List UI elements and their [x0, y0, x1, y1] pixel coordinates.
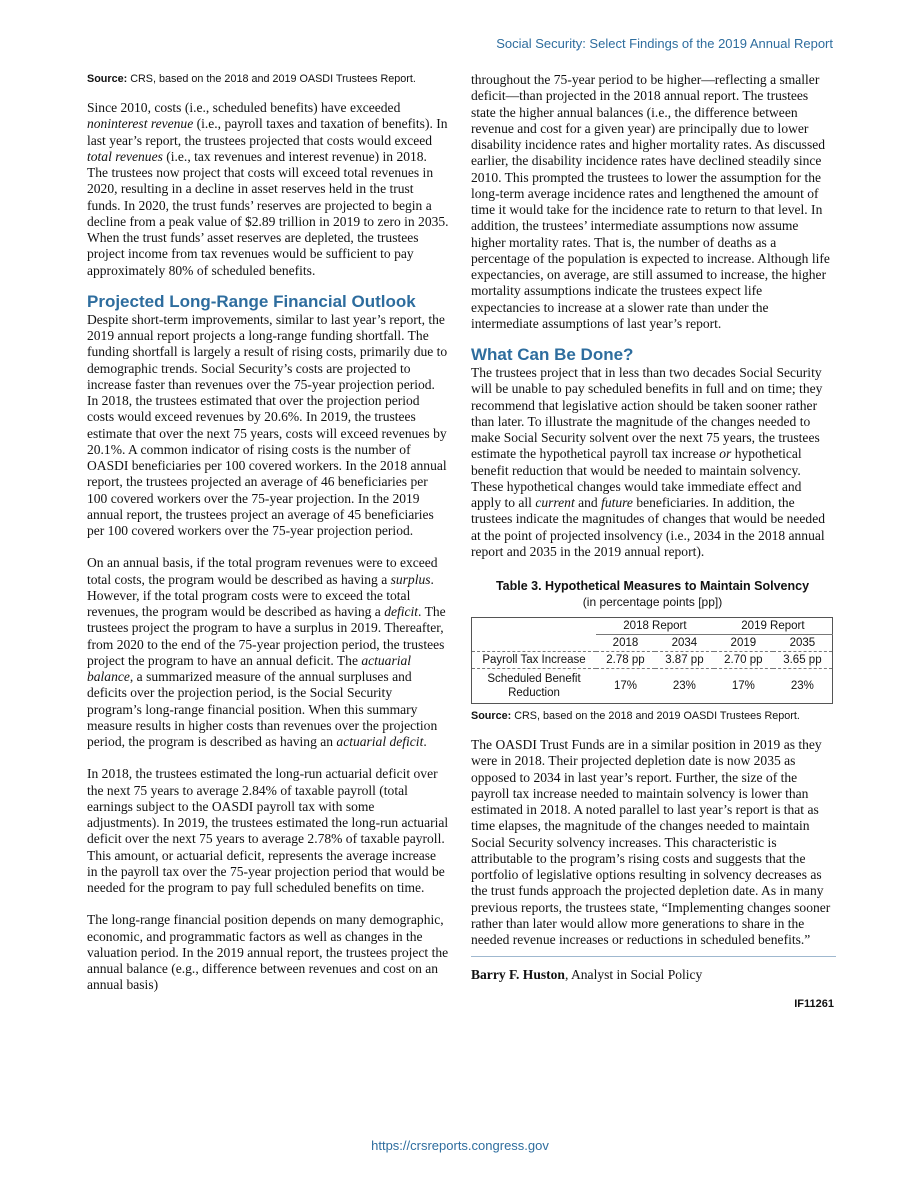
table-row-label: Scheduled Benefit Reduction [487, 673, 581, 699]
left-column [87, 72, 449, 994]
paragraph-revenue [87, 100, 449, 279]
paragraph-long-range: The long-range financial position depends on many demographic, economic, and programmatic factors as well as changes in the valuation period. In the 2019 annual report, the trustees project the annual balance (e.g., difference between revenues and cost on an annual basis) [87, 912, 449, 993]
table-row-label: Payroll Tax Increase [472, 652, 597, 669]
source-label: Source: [471, 710, 512, 722]
italic-term: deficit [384, 604, 419, 619]
table-year-header: 2018 [596, 635, 655, 652]
table-row [472, 652, 833, 669]
solvency-table [471, 617, 833, 704]
italic-term: surplus [390, 571, 431, 587]
table-cell: 2.78 pp [596, 652, 655, 669]
paragraph-actuarial-deficit: In 2018, the trustees estimated the long-run actuarial deficit over the next 75 years to average 2.84% of taxable payroll (total earnings subject to the OASDI payroll tax with some adjustments). In 2019, the trustees estimated the long-run actuarial deficit over the next 75 years to average 2.78% of taxable payroll. This amount, or actuarial deficit, represents the average increase in the payroll tax over the 75-year projection period that would be needed for the program to pay full scheduled benefits on time. [87, 766, 449, 895]
italic-term: actuarial deficit [336, 734, 424, 749]
italic-term: current [535, 495, 575, 510]
author-name: Barry F. Huston [471, 967, 565, 983]
italic-term: noninterest revenue [87, 116, 194, 132]
author-role: , Analyst in Social Policy [564, 967, 703, 983]
table-year-header: 2035 [773, 635, 833, 652]
text-run: hypothetical benefit reduction that would be needed to maintain solvency. These hypothetical changes would take immediate effect and apply to all [471, 446, 802, 510]
table-cell: 23% [672, 680, 696, 692]
table-group-header: 2019 Report [714, 618, 833, 635]
paragraph-annual-balance: throughout the 75-year period to be higher—reflecting a smaller deficit—than projected in the 2018 annual report. The trustees state the higher annual balances (i.e., the difference between revenue and cost for a given year) are principally due to lower disability incidence rates and higher mortality rates. As discussed earlier, the disability incidence rates have declined steadily since 2010. This prompted the trustees to lower the assumption for the long-term average incidence rates and lengthened the amount of time it would take for the incidence rate to return to that level. In addition, the trustees’ intermediate assumptions now assume higher mortality rates. That is, the number of deaths as a percentage of the population is expected to increase. Although life expectancies, on average, are still assumed to increase, the higher mortality assumptions indicate the trustees expect life expectancies to increase at a slower rate than under the intermediate assumptions of last year’s report. [471, 72, 830, 331]
text-run: and [574, 495, 602, 510]
italic-term: future [601, 495, 633, 510]
text-run: (i.e., payroll taxes and taxation of benefits). In last year’s report, the trustees projected that costs would exceed [87, 116, 448, 148]
paragraph-trust-funds: The OASDI Trust Funds are in a similar position in 2019 as they were in 2018. Their projected depletion date is now 2035 as opposed to 2034 in last year’s report. Further, the size of the payroll tax increase needed to maintain solvency is lower than estimated in 2018. A noted parallel to last year’s report is that as time elapses, the magnitude of the changes needed to maintain Social Security solvency increases. This characteristic is attributable to the program’s rising costs and suggests that the portfolio of legislative options resulting in solvency decreases as the trust funds approach the projected depletion date. As in many previous reports, the trustees state, “Implementing changes sooner rather than later would allow more generations to share in the needed revenue increases or reductions in scheduled benefits.” [471, 737, 831, 947]
table-row [472, 669, 833, 704]
table-title: Table 3. Hypothetical Measures to Maintain Solvency [495, 579, 810, 593]
table-cell: 17% [613, 680, 637, 692]
table-cell: 3.65 pp [773, 652, 833, 669]
document-id: IF11261 [794, 997, 834, 1010]
italic-term: total revenues [87, 148, 163, 164]
text-run: On an annual basis, if the total program revenues were to exceed total costs, the program would be described as having a [87, 555, 438, 587]
section-heading-outlook: Projected Long-Range Financial Outlook [87, 291, 416, 311]
table-group-header: 2018 Report [596, 618, 714, 635]
italic-term: or [719, 446, 732, 462]
text-run: . However, if the total program costs were to exceed the total revenues, the program would be described as having a [87, 571, 434, 619]
text-run: . [423, 734, 427, 749]
paragraph-surplus-deficit [87, 555, 449, 750]
table-corner-cell [472, 635, 597, 652]
table-year-header: 2019 [714, 635, 773, 652]
source-text: CRS, based on the 2018 and 2019 OASDI Trustees Report. [511, 710, 800, 722]
section-heading-what-can-be-done: What Can Be Done? [471, 345, 634, 364]
text-run: The trustees project that in less than two decades Social Security will be unable to pay scheduled benefits in full and on time; they recommend that legislative action should be taken sooner rather than later. To illustrate the magnitude of the changes needed to make Social Security solvent over the next 75 years, the trustees estimate the hypothetical payroll tax increase [471, 365, 823, 462]
table-source-note [471, 709, 834, 723]
table-year-row [472, 635, 833, 652]
italic-term: actuarial balance [87, 652, 412, 684]
figure-source-note [87, 72, 449, 86]
right-column [471, 72, 834, 1010]
paragraph-outlook: Despite short-term improvements, similar to last year’s report, the 2019 annual report projects a long-range funding shortfall. The funding shortfall is largely a result of rising costs, primarily due to demographic trends. Social Security’s costs are projected to increase faster than revenues over the 75-year projection period. In 2018, the trustees estimated that over the projection period costs would exceed revenues by 20.6%. In 2019, the trustees estimate that over the next 75 years, costs will exceed revenues by 20.1%. A common indicator of rising costs is the number of OASDI beneficiaries per 100 covered workers. In the 2018 annual report, the trustees projected an average of 46 beneficiaries per 100 covered workers over the 75-year projection. In the 2019 annual report, the trustees project an average of 45 beneficiaries per 100 covered workers over the 75-year projection period. [87, 311, 448, 538]
author-divider [471, 956, 836, 957]
source-label: Source: [87, 73, 128, 85]
author-line [471, 967, 834, 983]
text-run: (i.e., tax revenues and interest revenue) in 2018. The trustees now project that costs will exceed total revenues in 2020, resulting in a decline in asset reserves held in the trust funds. In 2020, the trust funds’ reserves are projected to begin a decline from a peak value of $2.89 trillion in 2019 to zero in 2035. When the trust funds’ asset reserves are depleted, the trustees project income from tax revenues would be sufficient to pay approximately 80% of scheduled benefits. [87, 148, 449, 278]
table-subtitle: (in percentage points [pp]) [582, 595, 723, 609]
table-header-row [472, 618, 833, 635]
table-cell: 23% [790, 680, 814, 692]
table-cell: 17% [731, 680, 755, 692]
paragraph-what-can-be-done [471, 365, 834, 560]
footer-link[interactable]: https://crsreports.congress.gov [371, 1138, 549, 1153]
table-corner-cell [472, 618, 597, 635]
text-run: . The trustees project the program to have a surplus in 2019. Thereafter, from 2020 to the end of the 75-year projection period, the trustees project the program to have an annual deficit. The [87, 604, 446, 668]
running-header: Social Security: Select Findings of the 2019 Annual Report [496, 36, 833, 51]
source-text: CRS, based on the 2018 and 2019 OASDI Trustees Report. [127, 73, 416, 85]
text-run: , a summarized measure of the annual surpluses and deficits over the projection period, is the Social Security program’s long-range financial position. When this summary measure results in higher costs than revenues over the projection period, the program is described as having an [87, 669, 438, 749]
text-run: Since 2010, costs (i.e., scheduled benefits) have exceeded [87, 100, 401, 115]
table-year-header: 2034 [655, 635, 714, 652]
table-cell: 3.87 pp [655, 652, 714, 669]
text-run: beneficiaries. In addition, the trustees indicate the magnitudes of changes that would be needed at the point of projected insolvency (i.e., 2034 in the 2018 annual report and 2035 in the 2019 annual report). [471, 495, 825, 559]
table-cell: 2.70 pp [714, 652, 773, 669]
